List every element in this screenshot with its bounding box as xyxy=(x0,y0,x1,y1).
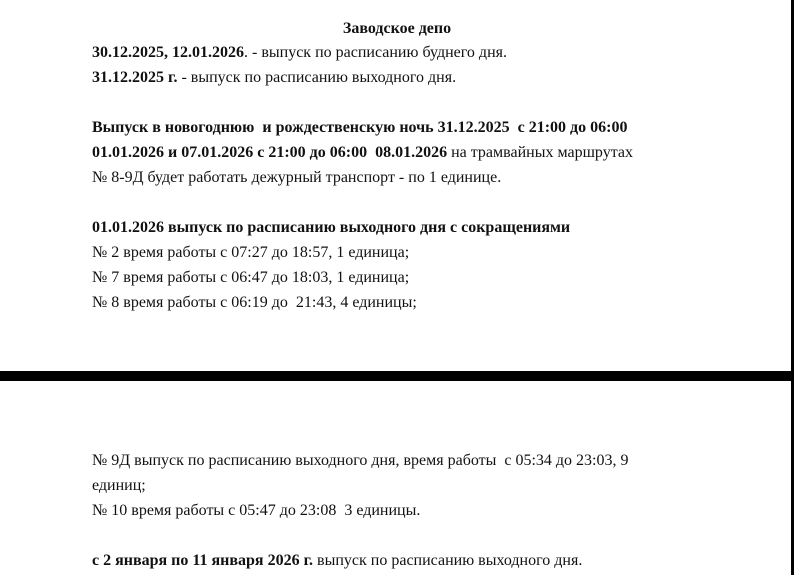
page-break-bar xyxy=(0,371,794,381)
jan1-heading xyxy=(92,218,570,238)
weekend-date: 31.12.2025 г. xyxy=(92,69,178,86)
weekend-text: - выпуск по расписанию выходного дня. xyxy=(177,69,457,86)
night-release-line-1 xyxy=(92,118,627,138)
night-release-dates: 01.01.2026 и 07.01.2026 с 21:00 до 06:00 08.01.2026 xyxy=(92,144,448,161)
night-release-heading: Выпуск в новогоднюю и рождественскую ночь 31.12.2025 с 21:00 до 06:00 xyxy=(92,119,628,136)
route-8-line: № 8 время работы с 06:19 до 21:43, 4 единицы; xyxy=(92,294,417,311)
route-2-line: № 2 время работы с 07:27 до 18:57, 1 единица; xyxy=(92,244,410,261)
route-10-line: № 10 время работы с 05:47 до 23:08 3 единицы. xyxy=(92,502,421,519)
jan1-heading-text: 01.01.2026 выпуск по расписанию выходного дня с сокращениями xyxy=(92,219,571,236)
holiday-period-text: выпуск по расписанию выходного дня. xyxy=(313,552,583,569)
route-9d-line-1: № 9Д выпуск по расписанию выходного дня, время работы с 05:34 до 23:03, 9 xyxy=(92,452,629,469)
weekday-dates: 30.12.2025, 12.01.2026 xyxy=(92,44,244,61)
night-release-text: на трамвайных маршрутах xyxy=(447,144,633,161)
holiday-period-dates: с 2 января по 11 января 2026 г. xyxy=(92,552,314,569)
route-7-line: № 7 время работы с 06:47 до 18:03, 1 единица; xyxy=(92,269,410,286)
weekend-release-line xyxy=(92,68,456,88)
route-9d-line-2: единиц; xyxy=(92,477,146,494)
weekday-text: . - выпуск по расписанию буднего дня. xyxy=(244,44,507,61)
night-release-line-2 xyxy=(92,143,633,163)
document-title: Заводское депо xyxy=(342,20,452,37)
night-release-line-3: № 8-9Д будет работать дежурный транспорт - по 1 единице. xyxy=(92,169,502,186)
holiday-period-line xyxy=(92,551,582,571)
weekday-release-line xyxy=(92,43,507,63)
